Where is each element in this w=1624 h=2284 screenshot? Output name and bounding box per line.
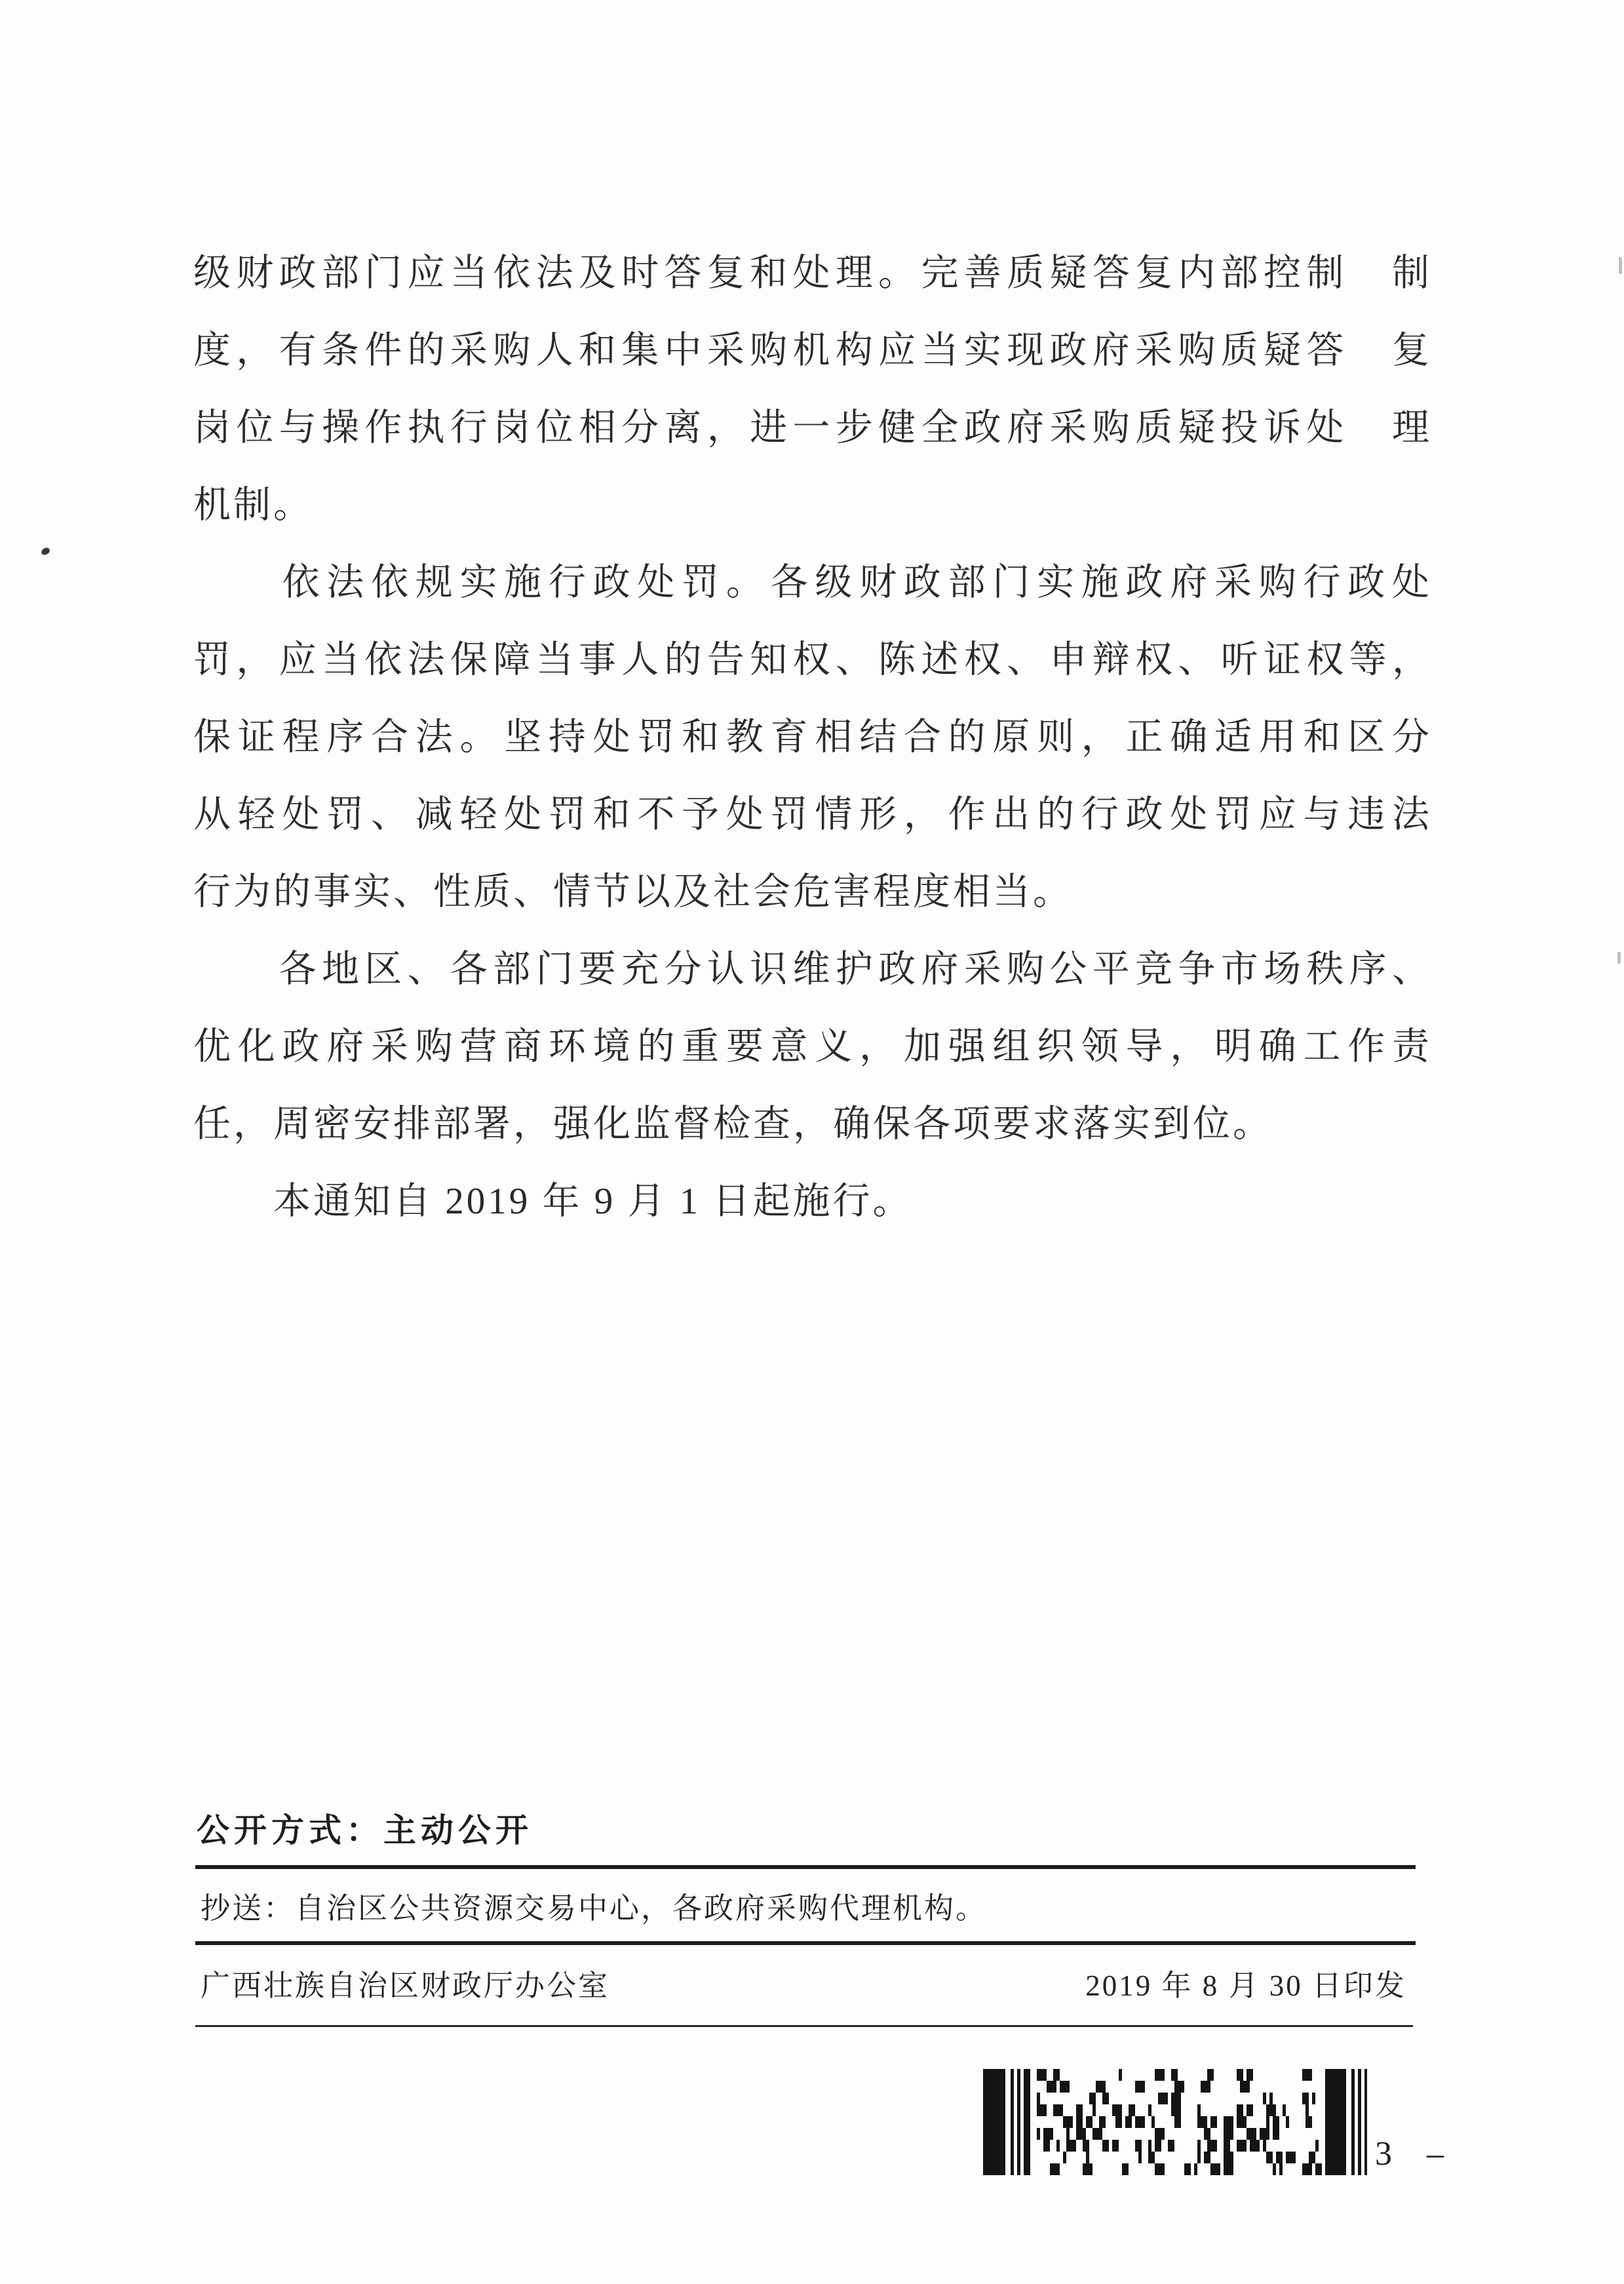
text-line: 保证程序合法。坚持处罚和教育相结合的原则，正确适用和区分 <box>193 717 1432 758</box>
text-line: 本通知自 2019 年 9 月 1 日起施行。 <box>193 1181 913 1222</box>
text-line: 各地区、各部门要充分认识维护政府采购公平竞争市场秩序、 <box>193 949 1432 990</box>
issue-date: 2019 年 8 月 30 日印发 <box>1085 1969 1406 2002</box>
document-body <box>193 235 1432 1240</box>
text-line: 机制。 <box>193 484 313 526</box>
text-line: 优化政府采购营商环境的重要意义，加强组织领导，明确工作责 <box>193 1026 1432 1067</box>
text-line: 度，有条件的采购人和集中采购机构应当实现政府采购质疑答 复 <box>193 330 1432 371</box>
footer-divider-top <box>195 1865 1416 1869</box>
text-line: 岗位与操作执行岗位相分离，进一步健全政府采购质疑投诉处 理 <box>193 407 1432 448</box>
text-line: 级财政部门应当依法及时答复和处理。完善质疑答复内部控制 制 <box>193 252 1432 294</box>
text-line: 罚，应当依法保障当事人的告知权、陈述权、申辩权、听证权等， <box>193 639 1432 680</box>
footer-divider-bottom <box>195 2025 1413 2027</box>
pdf417-barcode-icon <box>983 2069 1375 2175</box>
footer-divider-middle <box>195 1941 1416 1945</box>
text-line: 任，周密安排部署，强化监督检查，确保各项要求落实到位。 <box>193 1103 1273 1145</box>
issuer-row <box>201 1961 1406 2004</box>
text-line: 行为的事实、性质、情节以及社会危害程度相当。 <box>193 871 1073 913</box>
issuer-office: 广西壮族自治区财政厅办公室 <box>201 1969 610 2002</box>
ink-speck <box>41 547 50 556</box>
scan-edge-artifact <box>1619 257 1622 274</box>
publicity-method-label: 公开方式：主动公开 <box>197 1812 533 1849</box>
cc-line: 抄送：自治区公共资源交易中心，各政府采购代理机构。 <box>201 1892 988 1925</box>
page-number: 3 – <box>1375 2135 1457 2173</box>
text-line: 依法依规实施行政处罚。各级财政部门实施政府采购行政处 <box>193 562 1432 603</box>
text-line: 从轻处罚、减轻处罚和不予处罚情形，作出的行政处罚应与违法 <box>193 794 1432 835</box>
scan-edge-artifact <box>1617 952 1621 964</box>
